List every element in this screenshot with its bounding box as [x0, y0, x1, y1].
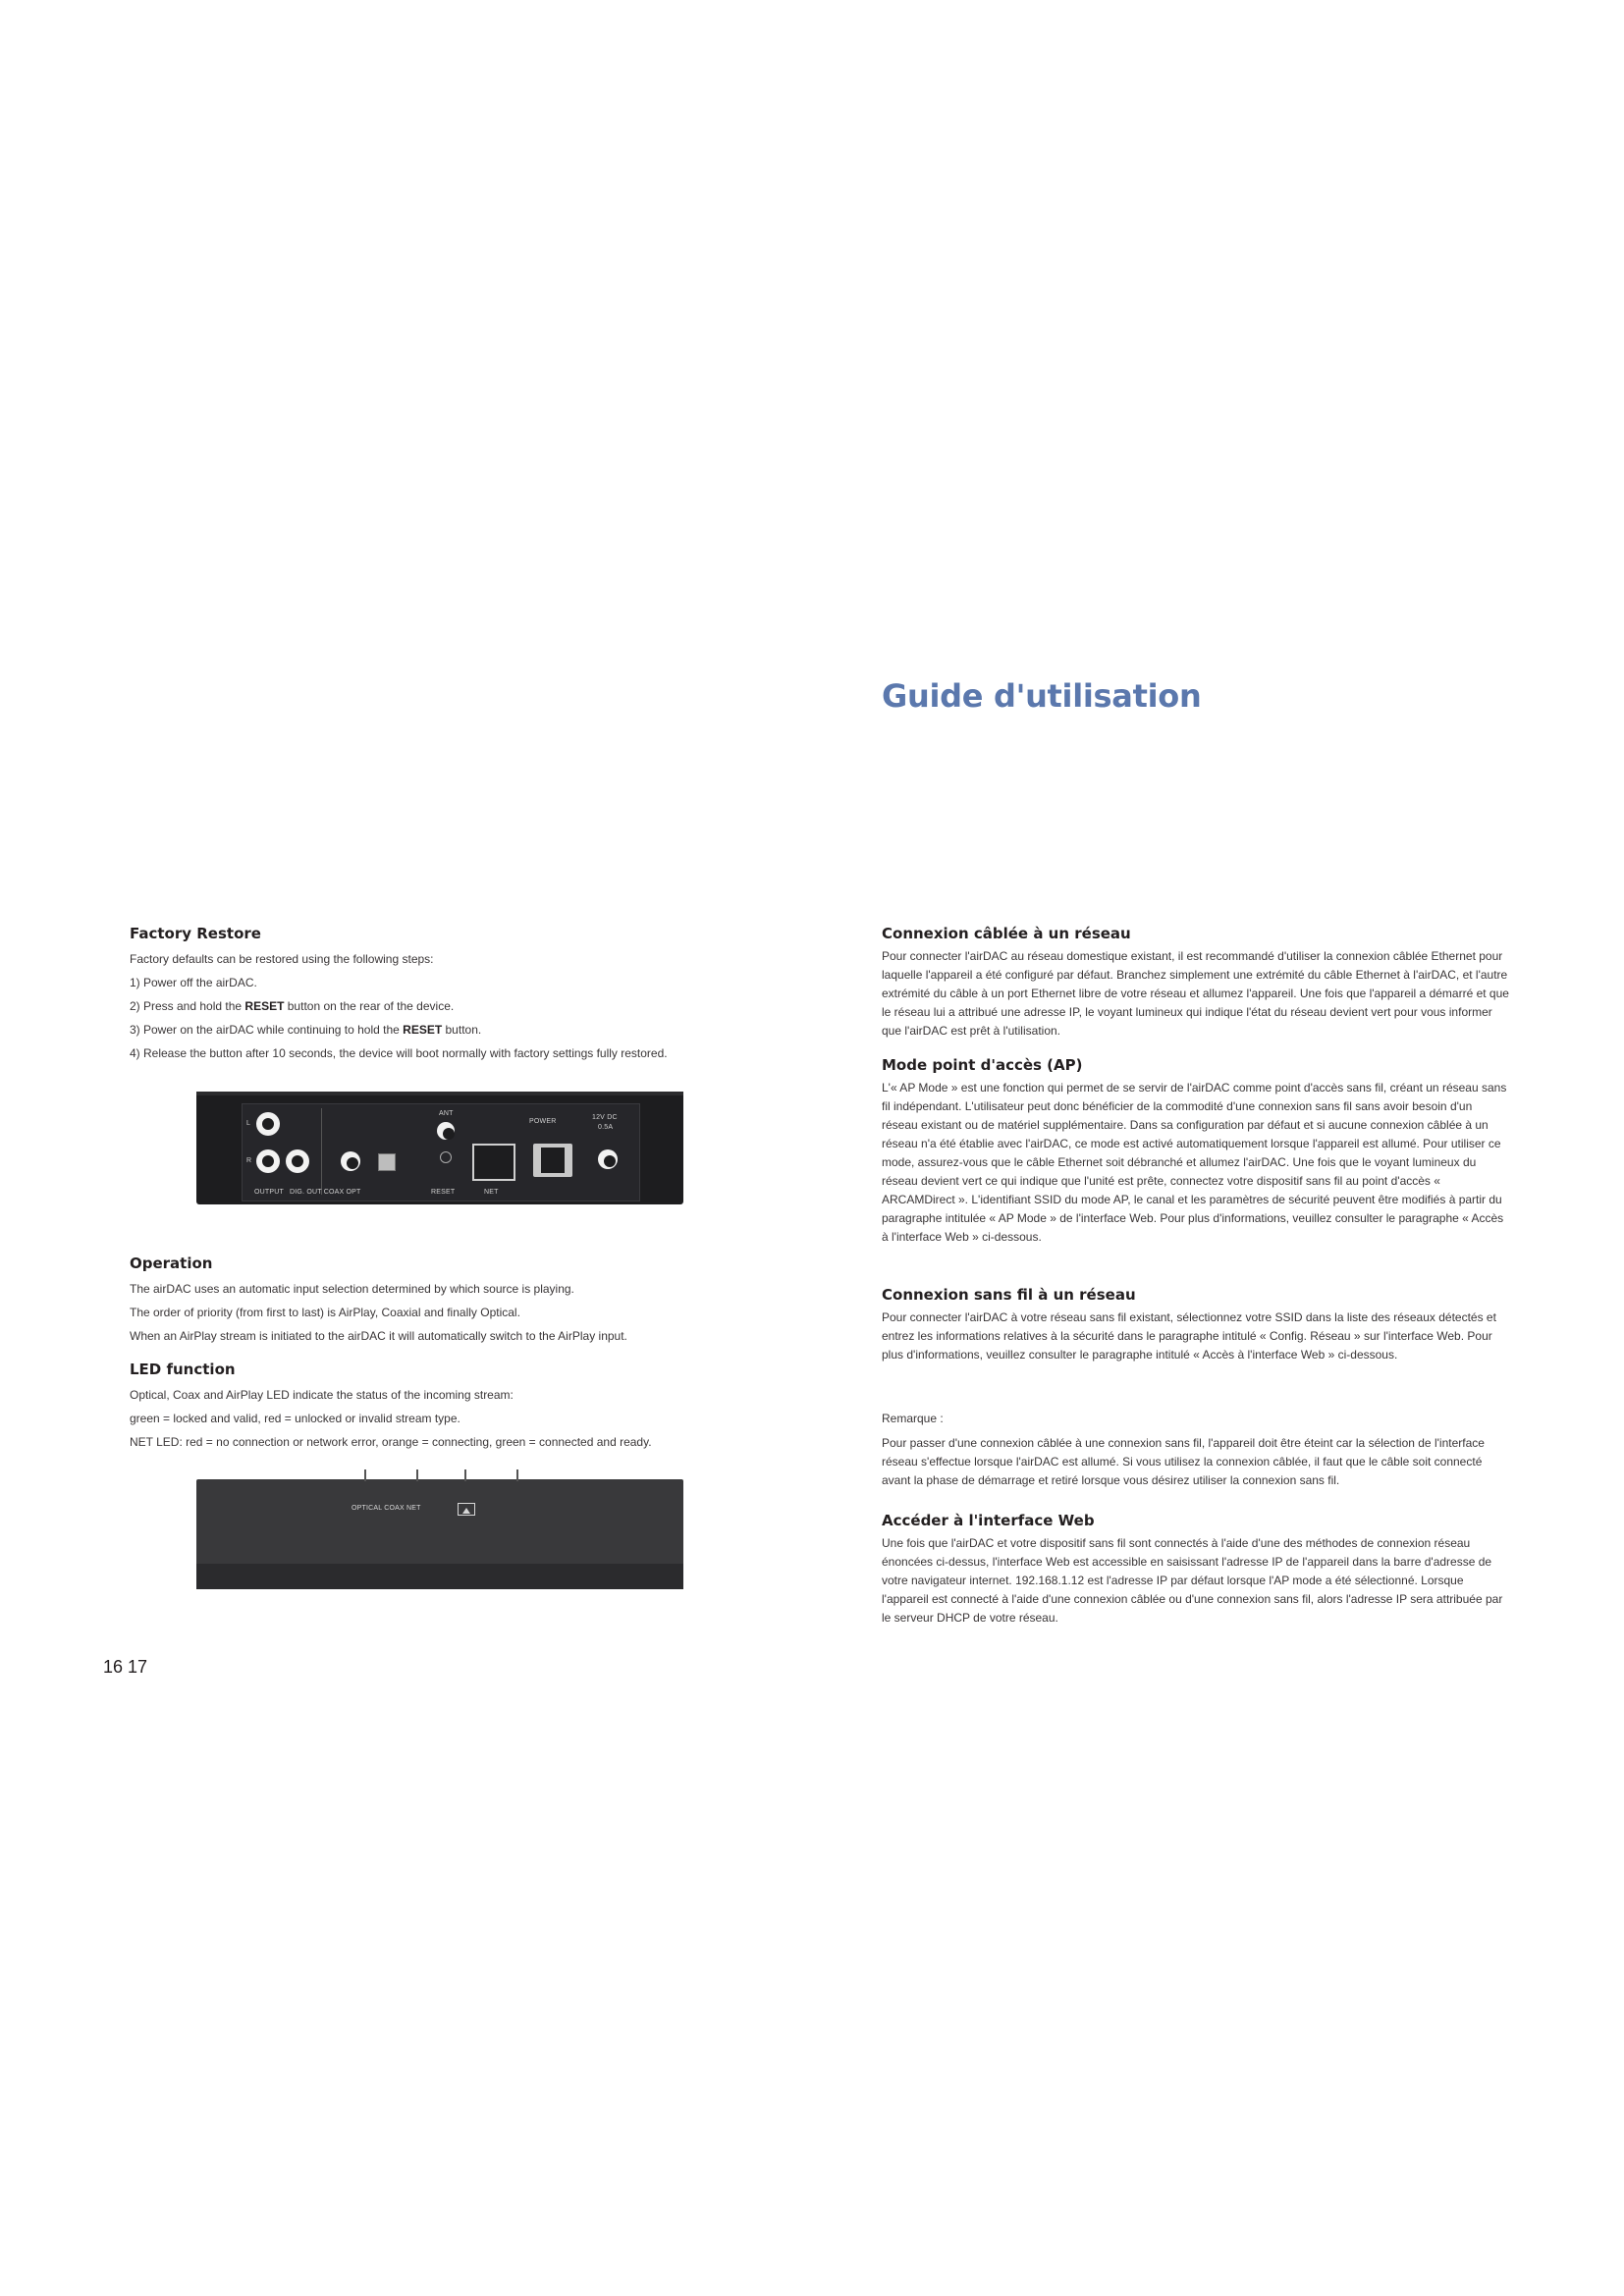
factory-step-4: 4) Release the button after 10 seconds, the device will boot normally with factory settings fully restored.	[130, 1046, 668, 1060]
ethernet-port-icon	[472, 1144, 515, 1181]
device-top-edge	[196, 1092, 683, 1095]
led-function-section	[130, 1361, 758, 1454]
led-line-1: Optical, Coax and AirPlay LED indicate the status of the incoming stream:	[130, 1388, 514, 1402]
operation-line-3: When an AirPlay stream is initiated to the airDAC it will automatically switch to the AirPlay input.	[130, 1329, 627, 1343]
panel-divider	[321, 1108, 322, 1195]
factory-restore-section	[130, 925, 758, 1065]
front-led-labels: OPTICAL COAX NET	[352, 1505, 421, 1512]
remark-label: Remarque :	[882, 1412, 944, 1425]
web-interface-heading: Accéder à l'interface Web	[882, 1512, 1095, 1529]
power-switch-icon	[533, 1144, 572, 1177]
front-panel-lower-band	[196, 1564, 683, 1589]
wired-connection-text: Pour connecter l'airDAC au réseau domestique existant, il est recommandé d'utiliser la connexion câblée Ethernet pour laquelle l'appareil a été configuré par défaut. Branchez simplement une extrémité du câble Ethernet à l'airDAC, et l'autre extrémité du câble à un port Ethernet libre de votre réseau et allumez l'appareil. Une fois que l'appareil a démarré et que le réseau lui a attribué une adresse IP, le voyant lumineux qui indique l'état du réseau devient vert pour vous informer que l'airDAC est prêt à l'utilisation.	[882, 949, 1509, 1038]
dc-power-jack-icon	[598, 1149, 618, 1169]
web-interface-text: Une fois que l'airDAC et votre dispositif sans fil sont connectés à l'aide d'une des méthodes de connexion réseau énoncées ci-dessus, l'interface Web est accessible en saisissant l'adresse IP de l'appareil dans la barre d'adresse de votre navigateur internet. 192.168.1.12 est l'adresse IP par défaut lorsque l'AP mode a été sélectionné. Lorsque l'appareil est connecté à l'aide d'une connexion câblée ou d'une connexion sans fil, alors l'adresse IP sera attribuée par le serveur DHCP de votre réseau.	[882, 1536, 1503, 1625]
label-12v-dc: 12V DC	[592, 1114, 618, 1121]
rear-panel-image	[196, 1092, 683, 1204]
label-output: OUTPUT	[254, 1189, 284, 1196]
coax-led-marker	[416, 1469, 418, 1481]
coax-out-jack-icon	[286, 1149, 309, 1173]
airplay-icon	[458, 1503, 475, 1516]
ap-mode-text: L'« AP Mode » est une fonction qui permet de se servir de l'airDAC comme point d'accès sans fil, créant un réseau sans fil indépendant. L'utilisateur peut donc bénéficier de la commodité d'une connexion sans fil sans avoir besoin d'un réseau existant ou de matériel supplémentaire. Dans sa configuration par défaut et si aucune connexion câblée à un réseau n'a été établie avec l'airDAC, ce mode est activé automatiquement lorsque l'appareil est allumé. Pour utiliser ce mode, assurez-vous que le câble Ethernet soit débranché et allumez l'airDAC. Une fois que le voyant lumineux du réseau devient vert ce qui indique que l'unité est prête, connectez votre dispositif sans fil au point d'accès « ARCAMDirect ». L'identifiant SSID du mode AP, le canal et les paramètres de sécurité peuvent être modifiés à partir du paragraphe intitulée « AP Mode » de l'interface Web. Pour plus d'informations, veuillez consulter le paragraphe « Accès à l'interface Web » ci-dessous.	[882, 1081, 1507, 1244]
front-panel-image	[196, 1479, 683, 1589]
label-dig-out: DIG. OUT COAX OPT	[290, 1189, 361, 1196]
rca-right-jack-icon	[256, 1149, 280, 1173]
wired-connection-heading: Connexion câblée à un réseau	[882, 925, 1131, 942]
factory-step-3: 3) Power on the airDAC while continuing to hold the RESET button.	[130, 1023, 482, 1037]
label-power: POWER	[529, 1118, 557, 1125]
factory-restore-heading: Factory Restore	[130, 925, 261, 942]
page-numbers: 16 17	[103, 1657, 148, 1677]
web-interface-section	[882, 1512, 1510, 1628]
label-amp: 0.5A	[598, 1124, 614, 1131]
wired-connection-section	[882, 925, 1510, 1041]
ap-mode-section	[882, 1056, 1510, 1247]
factory-step-2: 2) Press and hold the RESET button on the rear of the device.	[130, 999, 455, 1013]
wireless-connection-heading: Connexion sans fil à un réseau	[882, 1286, 1136, 1304]
led-line-3: NET LED: red = no connection or network error, orange = connecting, green = connected and ready.	[130, 1435, 652, 1449]
wireless-connection-section	[882, 1286, 1510, 1364]
label-r: R	[246, 1157, 252, 1164]
antenna-connector-icon	[437, 1122, 455, 1140]
airplay-led-marker	[464, 1469, 466, 1481]
factory-restore-intro: Factory defaults can be restored using the following steps:	[130, 952, 434, 966]
remark-section	[882, 1410, 1510, 1490]
label-ant: ANT	[439, 1110, 454, 1117]
operation-section	[130, 1255, 758, 1348]
led-line-2: green = locked and valid, red = unlocked or invalid stream type.	[130, 1412, 460, 1425]
reset-button-icon	[440, 1151, 452, 1163]
ap-mode-heading: Mode point d'accès (AP)	[882, 1056, 1083, 1074]
remark-text: Pour passer d'une connexion câblée à une connexion sans fil, l'appareil doit être éteint car la sélection de l'interface réseau s'effectue lorsque l'airDAC est allumé. Si vous utilisez la connexion câblée, il faut que le câble soit connecté avant la phase de démarrage et retiré lorsque vous désirez utiliser la connexion sans fil.	[882, 1436, 1485, 1487]
wireless-connection-text: Pour connecter l'airDAC à votre réseau sans fil existant, sélectionnez votre SSID dans la liste des réseaux détectés et entrez les informations relatives à la sécurité dans le paragraphe intitulé « Config. Réseau » sur l'interface Web. Pour plus d'informations, veuillez consulter le paragraphe intitulé « Accès à l'interface Web » ci-dessous.	[882, 1310, 1496, 1362]
optical-led-marker	[364, 1469, 366, 1481]
operation-line-1: The airDAC uses an automatic input selection determined by which source is playing.	[130, 1282, 574, 1296]
rear-panel-face	[242, 1103, 640, 1201]
label-reset: RESET	[431, 1189, 456, 1196]
net-led-marker	[516, 1469, 518, 1481]
rca-left-jack-icon	[256, 1112, 280, 1136]
label-l: L	[246, 1120, 251, 1127]
label-net: NET	[484, 1189, 499, 1196]
operation-line-2: The order of priority (from first to last) is AirPlay, Coaxial and finally Optical.	[130, 1306, 520, 1319]
optical-in-port-icon	[378, 1153, 396, 1171]
coax-in-jack-icon	[341, 1151, 360, 1171]
factory-step-1: 1) Power off the airDAC.	[130, 976, 257, 989]
operation-heading: Operation	[130, 1255, 213, 1272]
led-function-heading: LED function	[130, 1361, 236, 1378]
page-title: Guide d'utilisation	[882, 677, 1202, 715]
